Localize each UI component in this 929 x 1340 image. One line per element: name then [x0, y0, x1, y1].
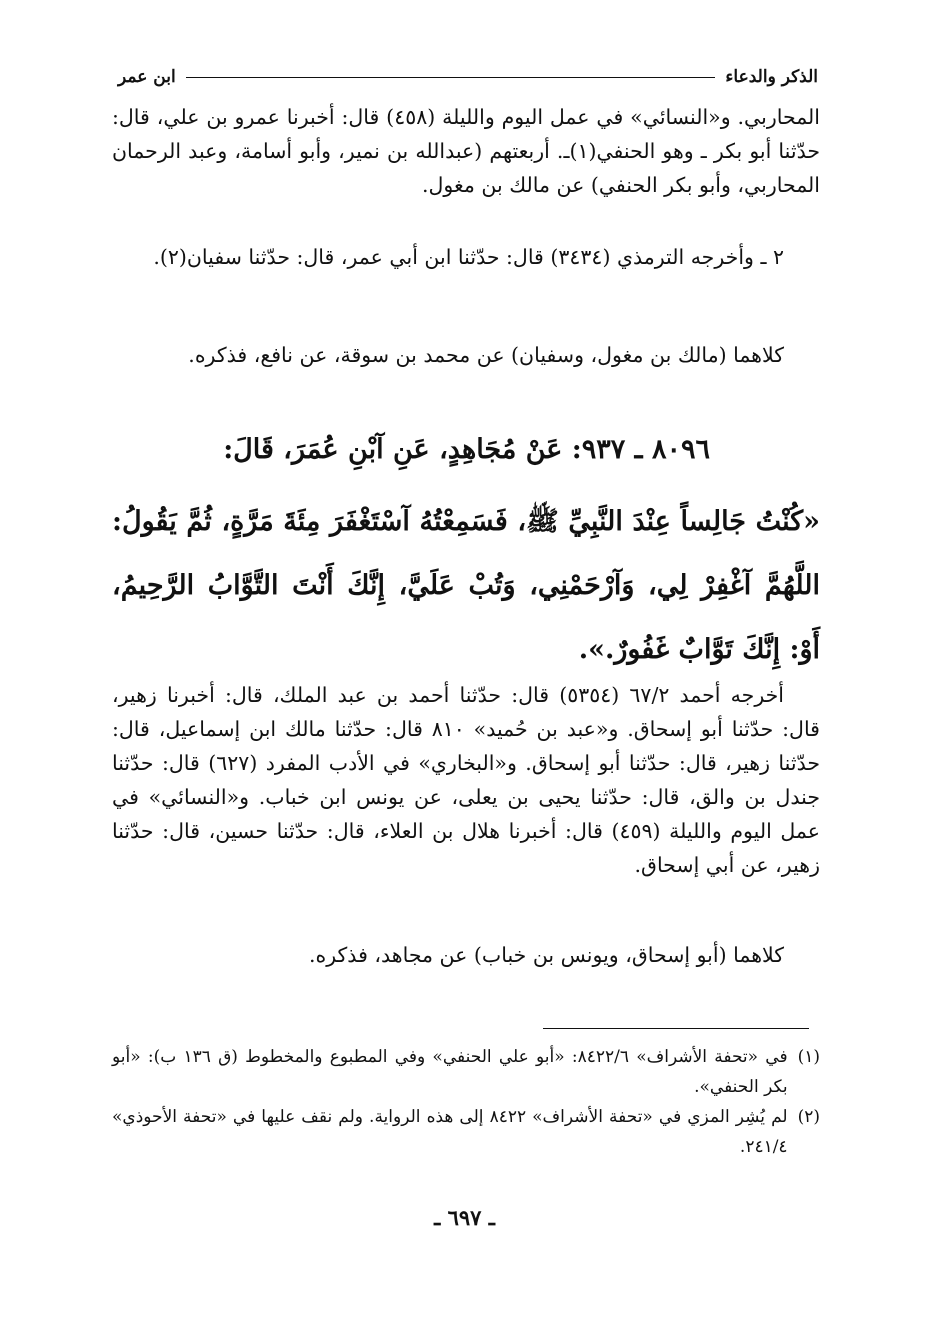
footnotes	[112, 1042, 820, 1162]
footnote-text: في «تحفة الأشراف» ٨٤٢٢/٦: «أبو علي الحنفي» وفي المطبوع والمخطوط (ق ١٣٦ ب): «أبو بكر الحنفي».	[112, 1047, 788, 1097]
paragraph-takhrij: أخرجه أحمد ٦٧/٢ (٥٣٥٤) قال: حدّثنا أحمد بن عبد الملك، قال: أخبرنا زهير، قال: حدّثنا أبو إسحاق. و«عبد بن حُميد» ٨١٠ قال: حدّثنا مالك ابن إسماعيل، قال: حدّثنا زهير، قال: حدّثنا أبو إسحاق. و«البخاري» في الأدب المفرد (٦٢٧) قال: حدّثنا جندل بن والق، قال: حدّثنا يحيى بن يعلى، عن يونس ابن خباب. و«النسائي» في عمل اليوم والليلة (٤٥٩) قال: أخبرنا هلال بن العلاء، قال: حدّثنا حسين، قال: حدّثنا زهير، عن أبي إسحاق.	[112, 683, 821, 877]
paragraph-tirmidhi: ٢ ـ وأخرجه الترمذي (٣٤٣٤) قال: حدّثنا ابن أبي عمر، قال: حدّثنا سفيان(٢).	[153, 245, 784, 269]
section-1	[112, 100, 820, 202]
chapter-title: الذكر والدعاء	[725, 67, 818, 87]
paragraph-continuation: المحاربي. و«النسائي» في عمل اليوم والليلة (٤٥٨) قال: أخبرنا عمرو بن علي، قال: حدّثنا أبو بكر ـ وهو الحنفي(١)ـ. أربعتهم (عبدالله بن نمير، وأبو أسامة، وعبد الرحمان المحاربي، وأبو بكر الحنفي) عن مالك بن مغول.	[112, 105, 821, 197]
paragraph-summary-2: كلاهما (أبو إسحاق، ويونس بن خباب) عن مجاهد، فذكره.	[308, 943, 784, 967]
footnote-text: لم يُشِر المزي في «تحفة الأشراف» ٨٤٢٢ إلى هذه الرواية. ولم نقف عليها في «تحفة الأحوذي» ٢٤١/٤.	[112, 1107, 788, 1157]
page-number: ـ ٦٩٧ ـ	[434, 1205, 495, 1230]
hadith-text: «كُنْتُ جَالِساً عِنْدَ النَّبِيِّ ﷺ، فَسَمِعْتُهُ آسْتَغْفَرَ مِئَةَ مَرَّةٍ، ثُمَّ يَقُولُ: اللَّهُمَّ آغْفِرْ لِي، وَآرْحَمْنِي، وَتُبْ عَلَيَّ، إِنَّكَ أَنْتَ التَّوَّابُ الرَّحِيمُ، أَوْ: إِنَّكَ تَوَّابٌ غَفُورٌ.».	[112, 506, 820, 665]
section-2-summary	[112, 938, 820, 972]
hadith-heading: ٨٠٩٦ ـ ٩٣٧: عَنْ مُجَاهِدٍ، عَنِ آبْنِ عُمَرَ، قَالَ:	[223, 434, 710, 465]
header-rule	[186, 77, 716, 78]
paragraph-summary: كلاهما (مالك بن مغول، وسفيان) عن محمد بن سوقة، عن نافع، فذكره.	[188, 343, 784, 367]
footnote-number: (١)	[797, 1047, 820, 1067]
footnote-1	[112, 1042, 820, 1102]
section-2	[112, 678, 820, 882]
footnote-2	[112, 1102, 820, 1162]
footnote-number: (٢)	[797, 1107, 820, 1127]
footnote-divider	[543, 1028, 809, 1029]
running-header	[118, 64, 818, 90]
section-1-tirmidhi	[112, 240, 820, 274]
narrator-title: ابن عمر	[118, 67, 176, 87]
section-1-summary	[112, 338, 820, 372]
